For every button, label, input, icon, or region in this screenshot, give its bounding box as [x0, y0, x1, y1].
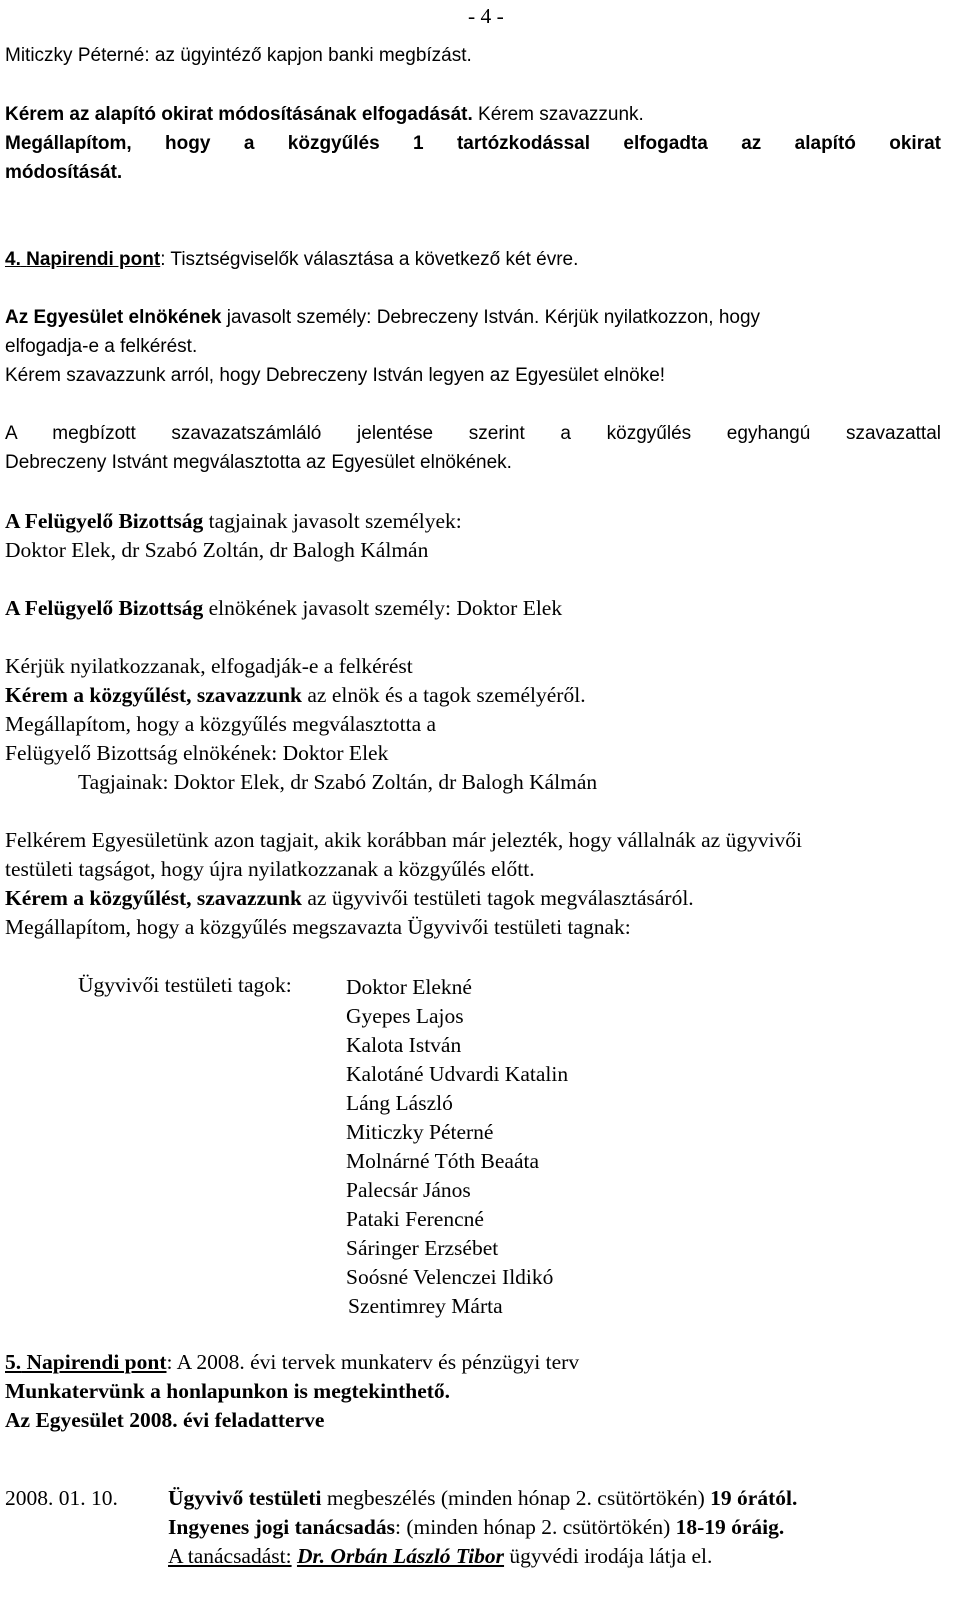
- board-declaration: Megállapítom, hogy a közgyűlés megszavazta Ügyvivői testületi tagnak:: [5, 915, 631, 939]
- agenda-item-5: [5, 1352, 579, 1374]
- supervisory-board-bold: A Felügyelő Bizottság: [5, 509, 204, 533]
- board-vote-bold: Kérem a közgyűlést, szavazzunk: [5, 886, 302, 910]
- board-member: Pataki Ferencné: [346, 1207, 484, 1231]
- board-meeting-bold: Ügyvivő testületi: [168, 1486, 322, 1510]
- tasks-title: Az Egyesület 2008. évi feladatterve: [5, 1408, 325, 1432]
- charter-result-line1: Megállapítom, hogy a közgyűlés 1 tartózkodással elfogadta az alapító okirat: [5, 133, 941, 154]
- president-proposal-line2: elfogadja-e a felkérést.: [5, 336, 198, 357]
- paragraph-bank-authorization: Miticzky Péterné: az ügyintéző kapjon banki megbízást.: [5, 45, 472, 66]
- board-members-label: Ügyvivői testületi tagok:: [78, 973, 292, 997]
- president-result-line1: A megbízott szavazatszámláló jelentése szerint a közgyűlés egyhangú szavazattal: [5, 423, 941, 444]
- legal-advisor-name: Dr. Orbán László Tibor: [296, 1544, 505, 1568]
- supervisory-board-bold-2: A Felügyelő Bizottság: [5, 596, 204, 620]
- supervisory-chair-result: Felügyelő Bizottság elnökének: Doktor Elek: [5, 741, 389, 765]
- supervisory-members-result: Tagjainak: Doktor Elek, dr Szabó Zoltán, dr Balogh Kálmán: [78, 770, 598, 794]
- supervisory-members-list: Doktor Elek, dr Szabó Zoltán, dr Balogh Kálmán: [5, 538, 429, 562]
- legal-advisor-label: A tanácsadást:: [168, 1544, 292, 1568]
- president-proposal-bold: Az Egyesület elnökének: [5, 307, 222, 328]
- board-invitation-line1: Felkérem Egyesületünk azon tagjait, akik korábban már jelezték, hogy vállalnák az ügyvivői: [5, 828, 803, 852]
- agenda-item-5-label: 5. Napirendi pont: [5, 1350, 167, 1374]
- board-member: Kalota István: [346, 1033, 462, 1057]
- board-member: Sáringer Erzsébet: [346, 1236, 499, 1260]
- agenda-item-5-text: : A 2008. évi tervek munkaterv és pénzügyi terv: [166, 1350, 580, 1374]
- board-member: Doktor Elekné: [346, 975, 472, 999]
- president-result-line2: Debreczeny Istvánt megválasztotta az Egyesület elnökének.: [5, 452, 512, 473]
- schedule-date: 2008. 01. 10.: [5, 1486, 118, 1510]
- board-vote-request: Kérem a közgyűlést, szavazzunk az ügyvivői testületi tagok megválasztásáról.: [5, 886, 694, 910]
- legal-advice-time: 18-19 óráig.: [675, 1515, 785, 1539]
- page-number: - 4 -: [468, 4, 504, 28]
- board-member: Palecsár János: [346, 1178, 471, 1202]
- supervisory-members-proposal: A Felügyelő Bizottság tagjainak javasolt személyek:: [5, 509, 462, 533]
- board-member: Szentimrey Márta: [348, 1294, 503, 1318]
- charter-request-rest: Kérem szavazzunk.: [472, 104, 644, 125]
- board-member: Kalotáné Udvardi Katalin: [346, 1062, 569, 1086]
- president-proposal-line1: Az Egyesület elnökének javasolt személy: Debreczeny István. Kérjük nyilatkozzon, hogy: [5, 307, 761, 328]
- board-member: Molnárné Tóth Beaáta: [346, 1149, 540, 1173]
- board-member: Soósné Velenczei Ildikó: [346, 1265, 554, 1289]
- supervisory-ask: Kérjük nyilatkozzanak, elfogadják-e a felkérést: [5, 654, 413, 678]
- agenda-item-4-text: : Tisztségviselők választása a következő két évre.: [160, 249, 579, 270]
- schedule-board-meeting: Ügyvivő testületi megbeszélés (minden hónap 2. csütörtökén) 19 órától.: [168, 1486, 798, 1510]
- schedule-legal-advisor: A tanácsadást: Dr. Orbán László Tibor ügyvédi irodája látja el.: [168, 1544, 713, 1568]
- schedule-legal-advice: Ingyenes jogi tanácsadás: (minden hónap 2. csütörtökén) 18-19 óráig.: [168, 1515, 785, 1539]
- board-invitation-line2: testületi tagságot, hogy újra nyilatkozzanak a közgyűlés előtt.: [5, 857, 535, 881]
- charter-result-line2: módosítását.: [5, 162, 123, 183]
- board-member: Gyepes Lajos: [346, 1004, 464, 1028]
- legal-advice-bold: Ingyenes jogi tanácsadás: [168, 1515, 395, 1539]
- workplan-note: Munkatervünk a honlapunkon is megtekinthető.: [5, 1379, 451, 1403]
- agenda-item-4: [5, 250, 578, 269]
- supervisory-chair-proposal: A Felügyelő Bizottság elnökének javasolt személy: Doktor Elek: [5, 596, 563, 620]
- supervisory-vote-request: Kérem a közgyűlést, szavazzunk az elnök és a tagok személyéről.: [5, 683, 586, 707]
- supervisory-declaration: Megállapítom, hogy a közgyűlés megválasztotta a: [5, 712, 437, 736]
- board-meeting-time: 19 órától.: [710, 1486, 798, 1510]
- board-member: Miticzky Péterné: [346, 1120, 494, 1144]
- agenda-item-4-label: 4. Napirendi pont: [5, 249, 161, 270]
- supervisory-vote-bold: Kérem a közgyűlést, szavazzunk: [5, 683, 302, 707]
- paragraph-charter-request: [5, 105, 644, 124]
- president-vote-request: Kérem szavazzunk arról, hogy Debreczeny István legyen az Egyesület elnöke!: [5, 365, 666, 386]
- board-member: Láng László: [346, 1091, 453, 1115]
- charter-request-bold: Kérem az alapító okirat módosításának elfogadását.: [5, 104, 473, 125]
